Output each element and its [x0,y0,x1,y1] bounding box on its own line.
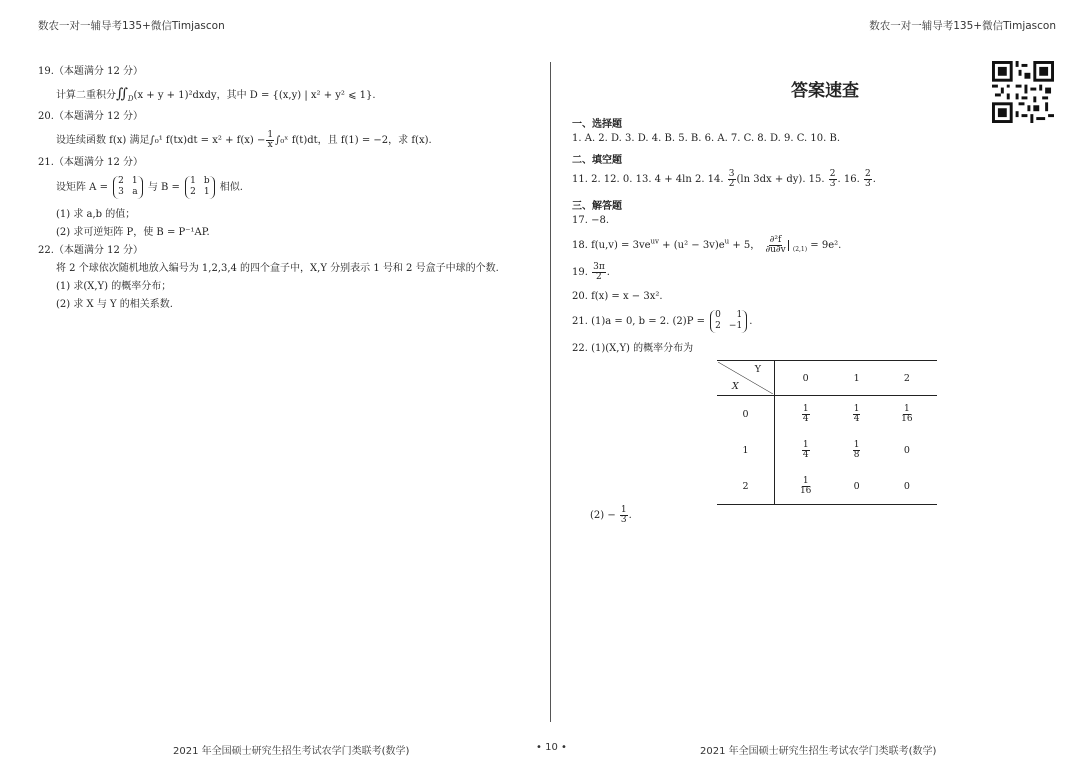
table-row: 1 $\frac{1}{4}$ $\frac{1}{8}$ 0 [717,432,937,468]
section-fill-title: 二、填空题 [572,155,622,166]
header-right: 数农一对一辅导考135+微信Timjascon [869,20,1056,32]
probability-table [717,360,937,505]
q21-text: 设矩阵 A = 2 1 3 a 与 B = 1 b 2 1 相似. [56,176,243,198]
answer-22-part2: (2) − $\frac{1}{3}$ . [590,505,632,525]
matrix-a: 2 1 3 a [113,176,142,199]
column-divider [550,62,551,722]
q21-part1: (1) 求 a,b 的值； [56,209,136,220]
q22-number: 22.（本题满分 12 分） [38,245,143,256]
matrix-b: 1 b 2 1 [185,176,215,199]
table-corner: Y X [717,361,775,396]
col-header: 0 [775,361,837,396]
section-choice-title: 一、选择题 [572,119,622,130]
col-header: 1 [836,361,876,396]
q20-number: 20.（本题满分 12 分） [38,111,143,122]
q22-part1: (1) 求(X,Y) 的概率分布； [56,281,172,292]
q21-part2: (2) 求可逆矩阵 P，使 B = P⁻¹AP. [56,227,210,238]
section-solve-title: 三、解答题 [572,201,622,212]
q21-number: 21.（本题满分 12 分） [38,157,143,168]
matrix-p: 0 1 2 −1 [710,310,747,333]
table-row: 2 $\frac{1}{16}$ 0 0 [717,468,937,505]
q19-text: 计算二重积分$∬_D(x + y$ + 1)²dxdy，其中 D = {(x,y) | x² + y² ⩽ 1}. [56,86,376,103]
fill-answers: 11. 2. 12. 0. 13. 4 + 4ln 2. 14. $\frac{3}{2}$ (ln 3dx + dy). 15. $\frac{2}{3}$ . 16. $\frac{2}{3}$ . [572,169,876,189]
answer-17: 17. −8. [572,215,610,226]
answer-22: 22. (1)(X,Y) 的概率分布为 [572,343,694,354]
answers-title: 答案速查 [791,81,859,101]
answer-21: 21. (1)a = 0, b = 2. (2)P = 0 1 2 −1 . [572,310,753,332]
answer-20: 20. f(x) = x − 3x². [572,291,663,302]
page-number: • 10 • [536,742,567,753]
table-row: 0 $\frac{1}{4}$ $\frac{1}{4}$ $\frac{1}{16}$ [717,396,937,433]
choice-answers: 1. A. 2. D. 3. D. 4. B. 5. B. 6. A. 7. C. 8. D. 9. C. 10. B. [572,133,841,144]
col-header: 2 [877,361,937,396]
footer-left: 2021 年全国硕士研究生招生考试农学门类联考(数学) [173,746,410,757]
q20-text: 设连续函数 f(x) 满足∫₀¹ f(tx)dt = x² + f(x) − $\frac{1}{x}$ ∫₀ˣ f(t)dt，且 f(1) = −2，求 f(x). [56,130,432,150]
header-left: 数农一对一辅导考135+微信Timjascon [38,20,225,32]
answer-18: 18. $f(u,v) = 3ve^{uv} + (u^2 - 3v)e^u + 5$， $\frac{\text{∂²f}}{\partial u\partial v}$ $_{(2,1)}$ = 9e². [572,235,842,255]
footer-right: 2021 年全国硕士研究生招生考试农学门类联考(数学) [700,746,937,757]
answer-19: 19. $\frac{3\pi}{2}$ . [572,262,610,282]
q22-part2: (2) 求 X 与 Y 的相关系数. [56,299,173,310]
q22-text: 将 2 个球依次随机地放入编号为 1,2,3,4 的四个盒子中，X,Y 分别表示 1 号和 2 号盒子中球的个数. [56,263,499,274]
q19-number: 19.（本题满分 12 分） [38,66,143,77]
qr-code-icon [992,61,1054,123]
